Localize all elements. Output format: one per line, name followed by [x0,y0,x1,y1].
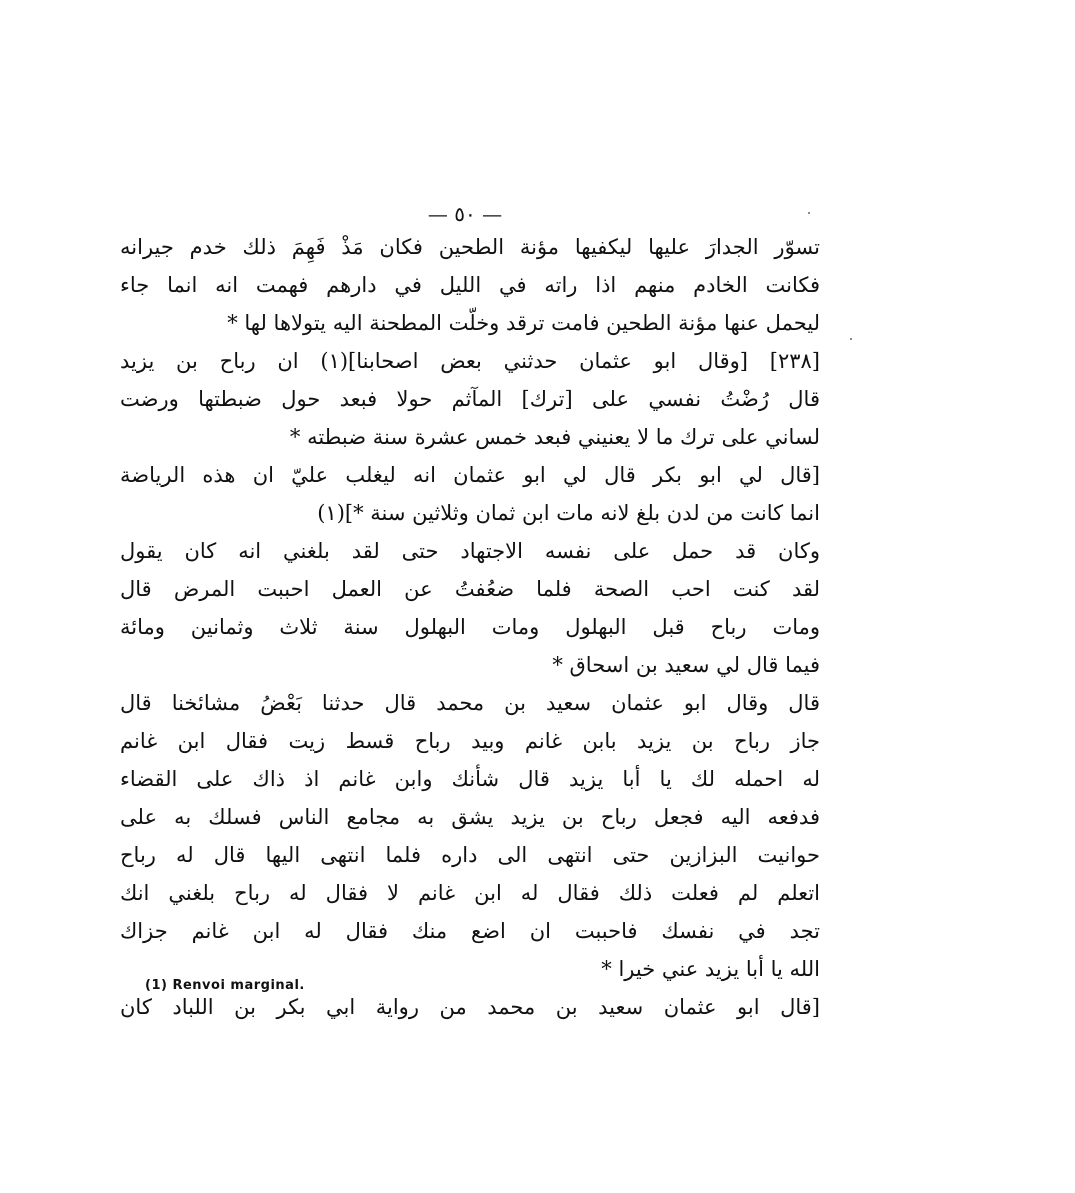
text-line: [قال ابو عثمان سعيد بن محمد من رواية ابي بكر بن اللباد كان [120,995,820,1019]
text-line: قال رُضْتُ نفسي على [ترك] المآثم حولا فبعد حول ضبطتها ورضت [120,387,820,411]
page-number: — ٥٠ — [427,202,503,226]
scan-speck [850,338,852,340]
text-line: تسوّر الجدارَ عليها ليكفيها مؤنة الطحين فكان مَذْ فَهِمَ ذلك خدم جيرانه [120,235,820,259]
text-line: لساني على ترك ما لا يعنيني فبعد خمس عشرة سنة ضبطته * [289,425,820,449]
text-line: [قال لي ابو بكر قال لي ابو عثمان انه ليغلب عليّ ان هذه الرياضة [120,463,820,487]
body-text [120,228,820,1026]
text-line: ومات رباح قبل البهلول ومات البهلول سنة ثلاث وثمانين ومائة [120,615,820,639]
text-line: انما كانت من لدن بلغ لانه مات ابن ثمان وثلاثين سنة *](١) [317,501,820,525]
text-line: جاز رباح بن يزيد بابن غانم وبيد رباح قسط زيت فقال ابن غانم [120,729,820,753]
text-line: فدفعه اليه فجعل رباح بن يزيد يشق به مجامع الناس فسلك به على [120,805,820,829]
text-line: حوانيت البزازين حتى انتهى الى داره فلما انتهى اليها قال له رباح [120,843,820,867]
text-line: فيما قال لي سعيد بن اسحاق * [552,653,820,677]
text-line: [٢٣٨] [وقال ابو عثمان حدثني بعض اصحابنا](١) ان رباح بن يزيد [120,349,820,373]
text-line: له احمله لك يا أبا يزيد قال شأنك وابن غانم اذ ذاك على القضاء [120,767,820,791]
footnote: (1) Renvoi marginal. [145,978,305,993]
text-line: قال وقال ابو عثمان سعيد بن محمد قال حدثنا بَعْضُ مشائخنا قال [120,691,820,715]
scan-speck [808,212,810,214]
text-line: ليحمل عنها مؤنة الطحين فامت ترقد وخلّت المطحنة اليه يتولاها لها * [227,311,820,335]
text-line: اتعلم لم فعلت ذلك فقال له ابن غانم لا فقال له رباح بلغني انك [120,881,820,905]
text-line: وكان قد حمل على نفسه الاجتهاد حتى لقد بلغني انه كان يقول [120,539,820,563]
text-line: فكانت الخادم منهم اذا راته في الليل في دارهم فهمت انه انما جاء [120,273,820,297]
text-line: تجد في نفسك فاحببت ان اضع منك فقال له ابن غانم جزاك [120,919,820,943]
text-line: لقد كنت احب الصحة فلما ضعُفتُ عن العمل احببت المرض قال [120,577,820,601]
text-line: الله يا أبا يزيد عني خيرا * [601,957,820,981]
